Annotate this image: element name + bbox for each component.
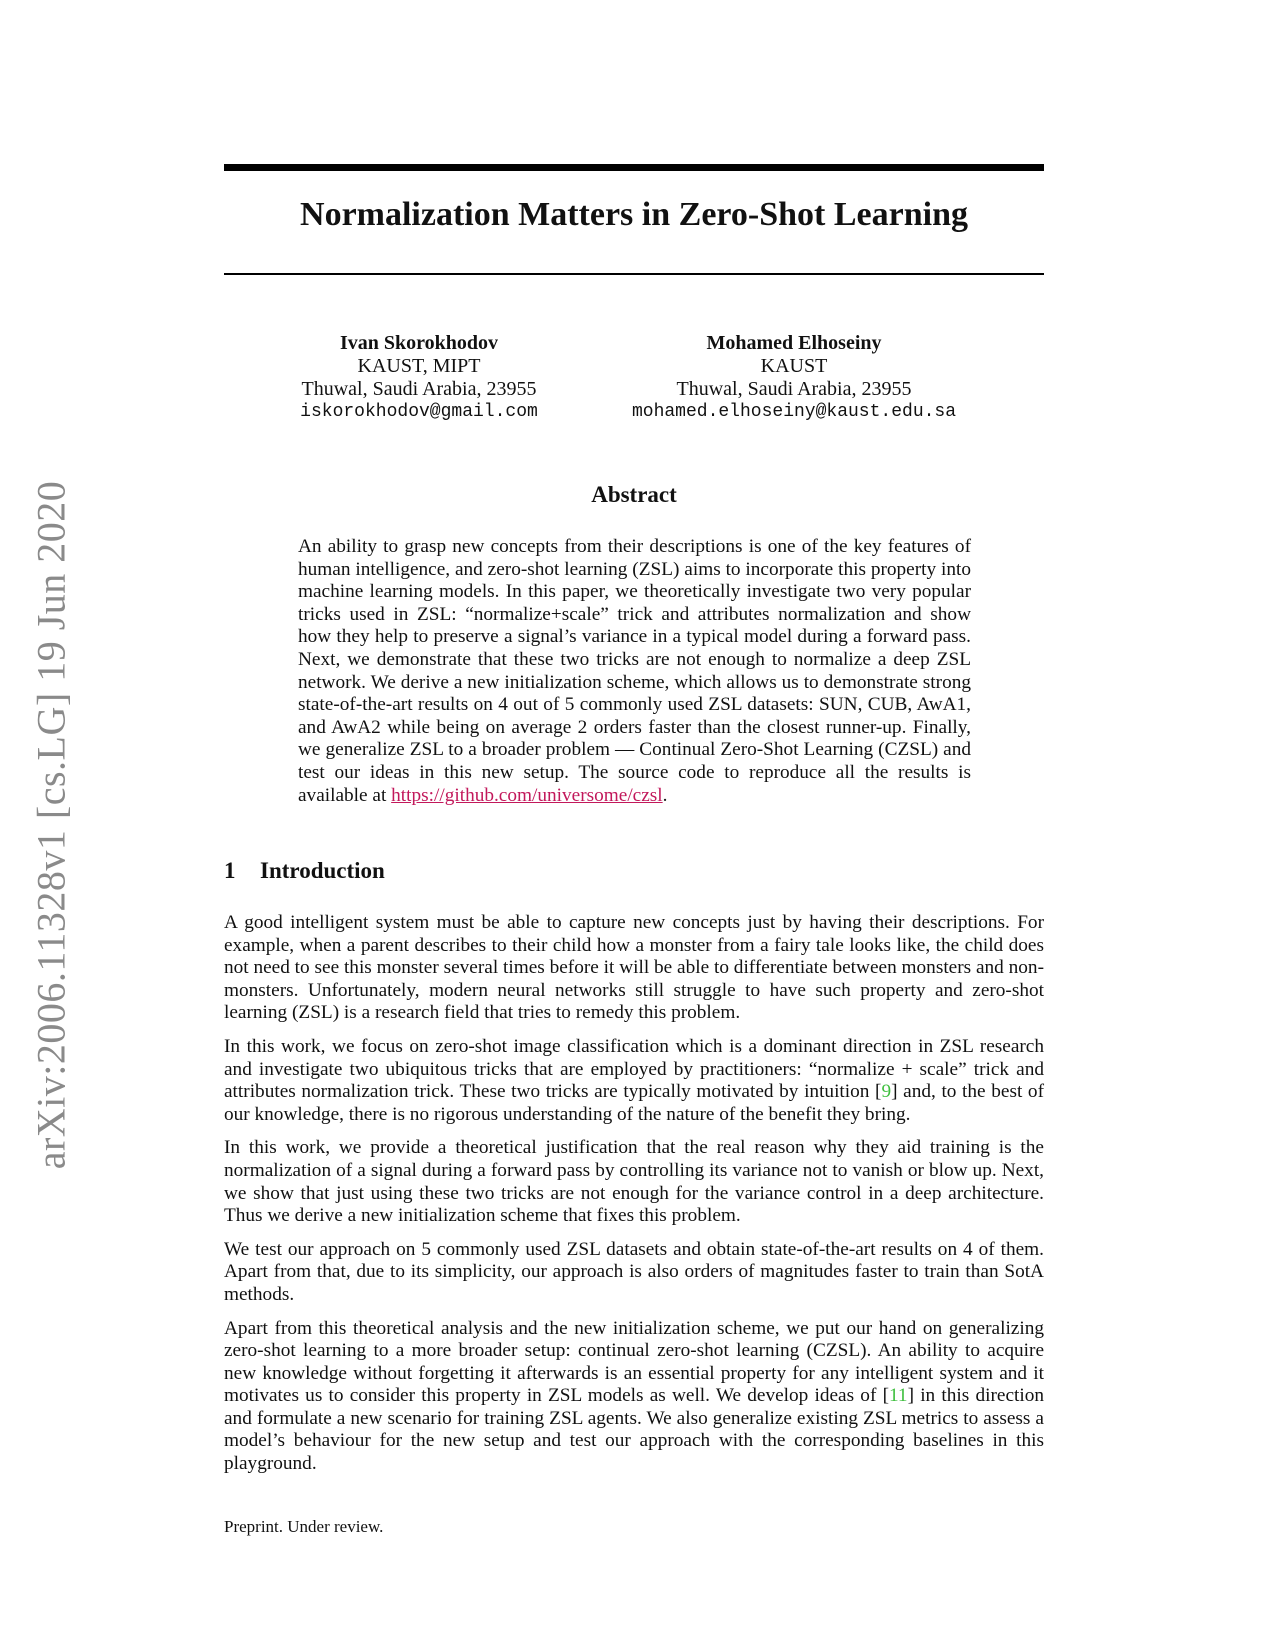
paragraph: We test our approach on 5 commonly used ZSL datasets and obtain state-of-the-art results on 4 of them. Apart from that, due to its simplicity, our approach is also orders of magnitudes faster to train than SotA methods.: [224, 1238, 1044, 1305]
preprint-note: Preprint. Under review.: [224, 1517, 384, 1536]
section-title: Introduction: [260, 858, 385, 883]
paragraph: In this work, we provide a theoretical justification that the real reason why they aid training is the normalization of a signal during a forward pass by controlling its variance not to vanish or blow up. Next, we show that just using these two tricks are not enough for the variance control in a deep architecture. Thus we derive a new initialization scheme that fixes this problem.: [224, 1137, 1044, 1227]
author-address: Thuwal, Saudi Arabia, 23955: [301, 378, 537, 400]
citation-link[interactable]: 9: [881, 1081, 892, 1103]
title-bottom-rule: [224, 273, 1044, 275]
author-address: Thuwal, Saudi Arabia, 23955: [676, 378, 912, 400]
abstract-text: [298, 536, 971, 807]
paper-title: Normalization Matters in Zero-Shot Learning: [300, 196, 968, 233]
arxiv-identifier: arXiv:2006.11328v1 [cs.LG] 19 Jun 2020: [28, 480, 74, 1170]
abstract-body-text: An ability to grasp new concepts from their descriptions is one of the key features of human intelligence, and zero-shot learning (ZSL) aims to incorporate this property into machine learning models. In this paper, we theoretically investigate two very popular tricks used in ZSL: “normalize+scale” trick and attributes normalization and show how they help to preserve a signal’s variance in a typical model during a forward pass. Next, we demonstrate that these two tricks are not enough to normalize a deep ZSL network. We derive a new initialization scheme, which allows us to demonstrate strong state-of-the-art results on 4 out of 5 commonly used ZSL datasets: SUN, CUB, AwA1, and AwA2 while being on average 2 orders faster than the closest runner-up. Finally, we generalize ZSL to a broader problem — Continual Zero-Shot Learning (CZSL) and test our ideas in this new setup. The source code to reproduce all the results is available at: [298, 536, 971, 806]
abstract-heading: Abstract: [591, 482, 677, 507]
author-email: iskorokhodov@gmail.com: [300, 402, 538, 422]
paragraph-text: Apart from this theoretical analysis and the new initialization scheme, we put our hand on generalizing zero-shot learning to a more broader setup: continual zero-shot learning (CZSL). An ability to acquire new knowledge without forgetting it afterwards is an essential property for any intelligent system and it motivates us to consider this property in ZSL models as well. We develop ideas of [: [224, 1317, 1044, 1407]
introduction-body: [224, 912, 1044, 1487]
paragraph-text: ] and, to the best of our knowledge, there is no rigorous understanding of the nature of the benefit they bring.: [224, 1081, 1044, 1125]
author-name: Ivan Skorokhodov: [339, 332, 499, 354]
author-affiliation: KAUST: [760, 355, 828, 377]
section-number: 1: [224, 858, 236, 883]
author-affiliation: KAUST, MIPT: [357, 355, 481, 377]
paragraph-text: ] in this direction and formulate a new scenario for training ZSL agents. We also generalize existing ZSL metrics to assess a model’s behaviour for the new setup and test our approach with the corresponding baselines in this playground.: [224, 1385, 1044, 1475]
title-top-rule: [224, 164, 1044, 171]
author-name: Mohamed Elhoseiny: [706, 332, 882, 354]
citation-link[interactable]: 11: [889, 1385, 908, 1407]
author-1: [284, 332, 554, 424]
source-code-link[interactable]: https://github.com/universome/czsl: [391, 784, 663, 806]
abstract-end: .: [662, 784, 668, 806]
paragraph-text: In this work, we focus on zero-shot image classification which is a dominant direction in ZSL research and investigate two ubiquitous tricks that are employed by practitioners: “normalize + scale” trick and attributes normalization trick. These two tricks are typically motivated by intuition [: [224, 1035, 1044, 1103]
section-heading-introduction: [224, 858, 385, 884]
paragraph: A good intelligent system must be able to capture new concepts just by having their descriptions. For example, when a parent describes to their child how a monster from a fairy tale looks like, the child does not need to see this monster several times before it will be able to differentiate between monsters and non-monsters. Unfortunately, modern neural networks still struggle to have such property and zero-shot learning (ZSL) is a research field that tries to remedy this problem.: [224, 912, 1044, 1024]
author-email: mohamed.elhoseiny@kaust.edu.sa: [631, 402, 957, 422]
paragraph: [224, 1318, 1044, 1476]
author-2: [604, 332, 984, 424]
paragraph: [224, 1036, 1044, 1126]
arxiv-side-stamp: [26, 455, 76, 1195]
